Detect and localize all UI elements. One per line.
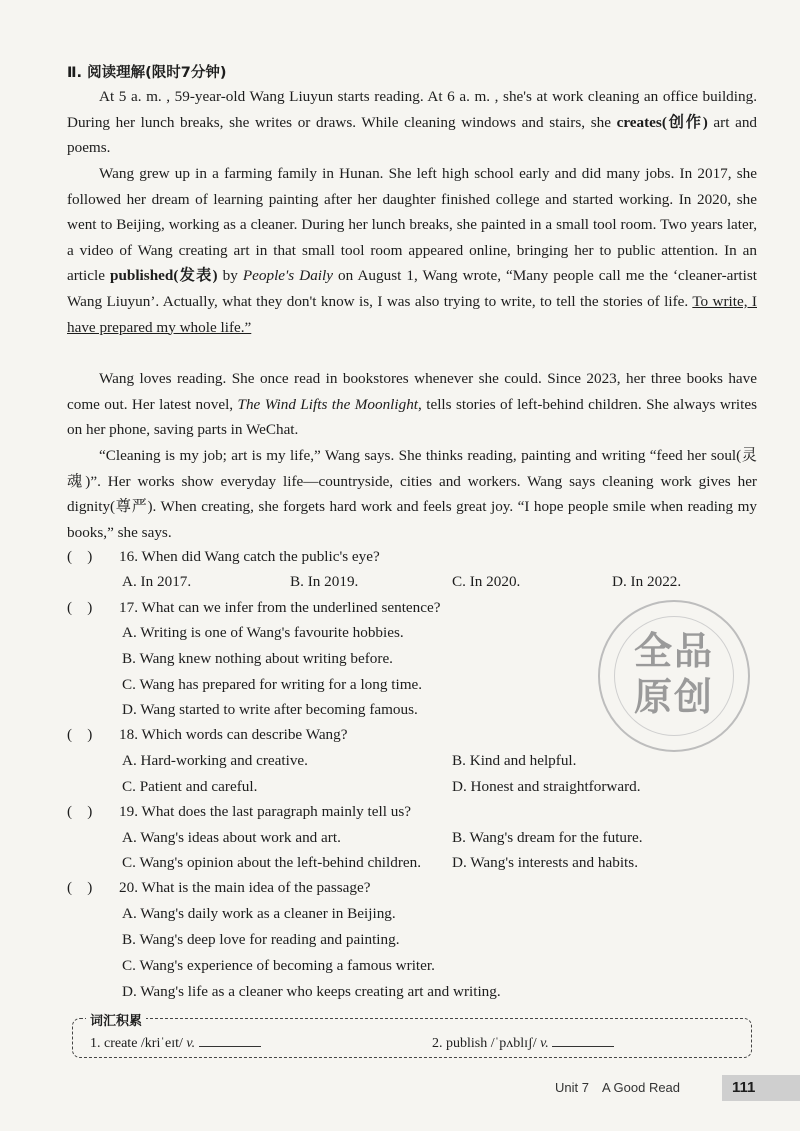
passage-paragraph-2: Wang grew up in a farming family in Hunan. She left high school early and did many jobs. In 2017, she followed her dream of learning painting after her daughter finished college and started working. In 2020, she went to Beijing, working as a cleaner. During her lunch breaks, she painted in a small tool room. Two years later, a video of Wang creating art in that small tool room appeared online, bringing her to public attention. In an article published(发表) by People's Daily on August 1, Wang wrote, “Many people call me the ‘cleaner-artist Wang Liuyun’. Actually, what they don't know is, I was also trying to write, to tell the stories of life. To write, I have prepared my whole life.” (67, 165, 758, 336)
question-stem: 18. Which words can describe Wang? (119, 726, 348, 743)
option-d[interactable]: D. In 2022. (612, 573, 682, 590)
passage-paragraph-4: “Cleaning is my job; art is my life,” Wang says. She thinks reading, painting and writing “feed her soul(灵魂)”. Her works show everyday life—countryside, cities and workers. Wang says cleaning work gives her dignity(尊严). When creating, she forgets hard work and feels great joy. “I hope people smile when reading my books,” she says. (67, 447, 757, 541)
stamp-text: 全品原创 (633, 629, 714, 719)
question-19 (67, 801, 411, 823)
option-b[interactable]: B. Kind and helpful. (452, 752, 577, 769)
passage-paragraph-3: Wang loves reading. She once read in bookstores whenever she could. Since 2023, her three books have come out. Her latest novel, The Wind Lifts the Moonlight, tells stories of left-behind children. She always writes on her phone, saving parts in WeChat. (67, 370, 758, 439)
original-stamp-seal (598, 600, 750, 752)
option-c[interactable]: C. In 2020. (452, 573, 521, 590)
answer-bracket[interactable]: ( ) (67, 879, 93, 896)
option-d[interactable]: D. Wang's interests and habits. (452, 854, 638, 871)
vocab-title: 词汇积累 (86, 1010, 146, 1029)
option-b[interactable]: B. Wang's deep love for reading and painting. (122, 931, 400, 948)
option-c[interactable]: C. Patient and careful. (122, 778, 258, 795)
option-b[interactable]: B. Wang knew nothing about writing before. (122, 650, 393, 667)
question-stem: 17. What can we infer from the underlined sentence? (119, 599, 441, 616)
answer-bracket[interactable]: ( ) (67, 803, 93, 820)
option-a[interactable]: A. Wang's ideas about work and art. (122, 829, 341, 846)
vocab-blank-2[interactable] (552, 1032, 614, 1047)
question-18 (67, 724, 348, 746)
answer-bracket[interactable]: ( ) (67, 599, 93, 616)
vocab-word-published: published(发表) (110, 267, 218, 285)
vocab-item-create: 1. create /kriˈeɪt/ v. (90, 1032, 261, 1052)
underlined-sentence: To write, I have prepared my whole life.” (67, 292, 757, 336)
option-a[interactable]: A. In 2017. (122, 573, 192, 590)
page-number: 111 (722, 1075, 800, 1101)
option-b[interactable]: B. Wang's dream for the future. (452, 829, 643, 846)
question-20 (67, 877, 371, 899)
option-d[interactable]: D. Wang's life as a cleaner who keeps creating art and writing. (122, 983, 501, 1000)
question-stem: 20. What is the main idea of the passage? (119, 879, 371, 896)
option-a[interactable]: A. Hard-working and creative. (122, 752, 308, 769)
answer-bracket[interactable]: ( ) (67, 548, 93, 565)
source-name: People's Daily (242, 267, 333, 285)
answer-bracket[interactable]: ( ) (67, 726, 93, 743)
vocab-item-publish: 2. publish /ˈpʌblɪʃ/ v. (432, 1032, 614, 1052)
passage-paragraph-1: At 5 a. m. , 59-year-old Wang Liuyun starts reading. At 6 a. m. , she's at work cleaning an office building. During her lunch breaks, she writes or draws. While cleaning windows and stairs, she creates(创作) art and poems. (67, 88, 758, 157)
question-17 (67, 597, 440, 619)
option-b[interactable]: B. In 2019. (290, 573, 359, 590)
footer-unit-label: Unit 7 A Good Read (555, 1080, 681, 1095)
option-c[interactable]: C. Wang's experience of becoming a famous writer. (122, 957, 435, 974)
question-stem: 19. What does the last paragraph mainly tell us? (119, 803, 411, 820)
vocab-word-creates: creates(创作) (616, 113, 708, 131)
question-stem: 16. When did Wang catch the public's eye? (119, 548, 380, 565)
option-c[interactable]: C. Wang's opinion about the left-behind children. (122, 854, 422, 871)
question-16 (67, 546, 380, 568)
option-a[interactable]: A. Wang's daily work as a cleaner in Beijing. (122, 905, 396, 922)
option-d[interactable]: D. Honest and straightforward. (452, 778, 641, 795)
novel-title: The Wind Lifts the Moonlight (237, 395, 419, 413)
option-d[interactable]: D. Wang started to write after becoming famous. (122, 701, 418, 718)
option-a[interactable]: A. Writing is one of Wang's favourite hobbies. (122, 624, 404, 641)
vocab-blank-1[interactable] (199, 1032, 261, 1047)
option-c[interactable]: C. Wang has prepared for writing for a long time. (122, 676, 423, 693)
section-title: Ⅱ. 阅读理解(限时7分钟) (67, 65, 227, 81)
